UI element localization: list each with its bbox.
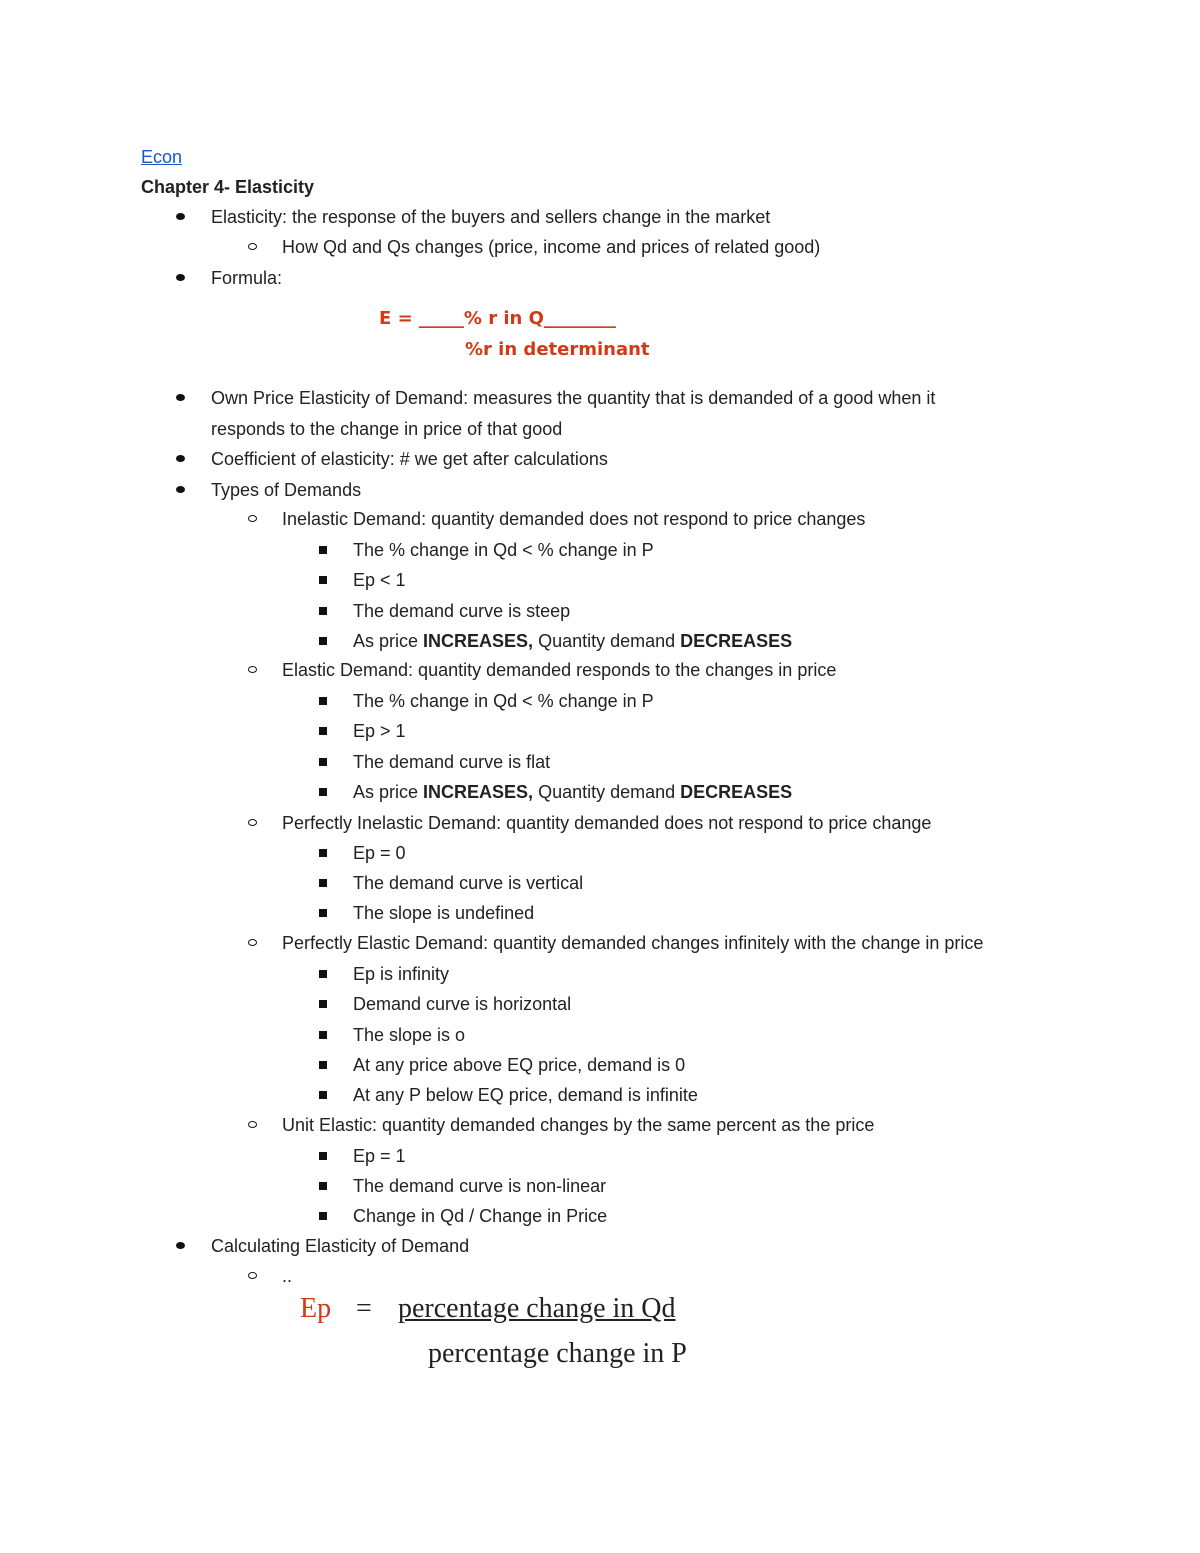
- bullet-square: [319, 1152, 327, 1160]
- bullet-circle: [248, 939, 257, 946]
- formula-label: Formula:: [211, 268, 283, 288]
- perfectly-elastic-item-3: The slope is o: [353, 1025, 466, 1045]
- formula-ep-lhs: Ep: [300, 1293, 332, 1324]
- bullet-dot: [176, 1242, 185, 1249]
- bullet-square: [319, 1000, 327, 1008]
- elastic-item-2: Ep > 1: [353, 721, 406, 741]
- inelastic-item-3: The demand curve is steep: [353, 601, 571, 621]
- elasticity-subpoint: How Qd and Qs changes (price, income and prices of related good): [282, 237, 821, 257]
- calculating-elasticity: Calculating Elasticity of Demand: [211, 1236, 470, 1256]
- bullet-dot: [176, 455, 185, 462]
- bullet-circle: [248, 515, 257, 522]
- formula-ep-equals: =: [356, 1293, 372, 1324]
- perfectly-elastic-item-4: At any price above EQ price, demand is 0: [353, 1055, 686, 1075]
- bullet-square: [319, 1182, 327, 1190]
- formula-e: [379, 310, 616, 328]
- bullet-square: [319, 1061, 327, 1069]
- bullet-circle: [248, 819, 257, 826]
- bullet-dot: [176, 274, 185, 281]
- perfectly-elastic-title: Perfectly Elastic Demand: quantity demanded changes infinitely with the change in price: [282, 933, 984, 953]
- perfectly-inelastic-item-1: Ep = 0: [353, 843, 406, 863]
- elastic-item-3: The demand curve is flat: [353, 752, 551, 772]
- bullet-circle: [248, 243, 257, 250]
- bullet-circle: [248, 1121, 257, 1128]
- formula-ep-denominator: percentage change in P: [428, 1338, 687, 1369]
- elasticity-definition: Elasticity: the response of the buyers and sellers change in the market: [211, 207, 771, 227]
- unit-elastic-item-3: Change in Qd / Change in Price: [353, 1206, 608, 1226]
- unit-elastic-item-1: Ep = 1: [353, 1146, 406, 1166]
- formula-ep-numerator: percentage change in Qd: [398, 1293, 676, 1324]
- bullet-circle: [248, 1272, 257, 1279]
- coefficient-text: Coefficient of elasticity: # we get after calculations: [211, 449, 608, 469]
- bullet-dot: [176, 486, 185, 493]
- unit-elastic-item-2: The demand curve is non-linear: [353, 1176, 607, 1196]
- perfectly-inelastic-item-2: The demand curve is vertical: [353, 873, 584, 893]
- bullet-square: [319, 909, 327, 917]
- bullet-square: [319, 1212, 327, 1220]
- inelastic-item-4: As price INCREASES, Quantity demand DECREASES: [353, 631, 793, 651]
- elastic-item-1: The % change in Qd < % change in P: [353, 691, 654, 711]
- inelastic-title: Inelastic Demand: quantity demanded does not respond to price changes: [282, 509, 866, 529]
- bullet-square: [319, 970, 327, 978]
- calculating-subpoint: ..: [282, 1266, 293, 1286]
- bullet-square: [319, 1091, 327, 1099]
- own-price-line1: Own Price Elasticity of Demand: measures the quantity that is demanded of a good when it: [211, 388, 936, 408]
- bullet-square: [319, 546, 327, 554]
- bullet-square: [319, 697, 327, 705]
- bullet-square: [319, 1031, 327, 1039]
- perfectly-elastic-item-2: Demand curve is horizontal: [353, 994, 572, 1014]
- bullet-dot: [176, 213, 185, 220]
- formula-numerator: _____% r in Q________: [418, 308, 616, 329]
- econ-link[interactable]: Econ: [141, 147, 183, 167]
- bullet-square: [319, 788, 327, 796]
- bullet-square: [319, 637, 327, 645]
- bullet-square: [319, 879, 327, 887]
- perfectly-elastic-item-1: Ep is infinity: [353, 964, 450, 984]
- elastic-item-4: As price INCREASES, Quantity demand DECREASES: [353, 782, 793, 802]
- perfectly-inelastic-item-3: The slope is undefined: [353, 903, 535, 923]
- elastic-title: Elastic Demand: quantity demanded responds to the changes in price: [282, 660, 837, 680]
- formula-denominator: %r in determinant: [465, 339, 650, 360]
- bullet-square: [319, 576, 327, 584]
- inelastic-item-1: The % change in Qd < % change in P: [353, 540, 654, 560]
- bullet-square: [319, 758, 327, 766]
- types-of-demands: Types of Demands: [211, 480, 362, 500]
- bullet-square: [319, 727, 327, 735]
- bullet-square: [319, 607, 327, 615]
- perfectly-inelastic-title: Perfectly Inelastic Demand: quantity demanded does not respond to price change: [282, 813, 932, 833]
- own-price-line2: responds to the change in price of that good: [211, 419, 563, 439]
- bullet-circle: [248, 666, 257, 673]
- inelastic-item-2: Ep < 1: [353, 570, 406, 590]
- unit-elastic-title: Unit Elastic: quantity demanded changes by the same percent as the price: [282, 1115, 875, 1135]
- bullet-dot: [176, 394, 185, 401]
- chapter-heading: Chapter 4- Elasticity: [141, 177, 315, 197]
- formula-lhs: E =: [379, 308, 419, 329]
- bullet-square: [319, 849, 327, 857]
- perfectly-elastic-item-5: At any P below EQ price, demand is infinite: [353, 1085, 698, 1105]
